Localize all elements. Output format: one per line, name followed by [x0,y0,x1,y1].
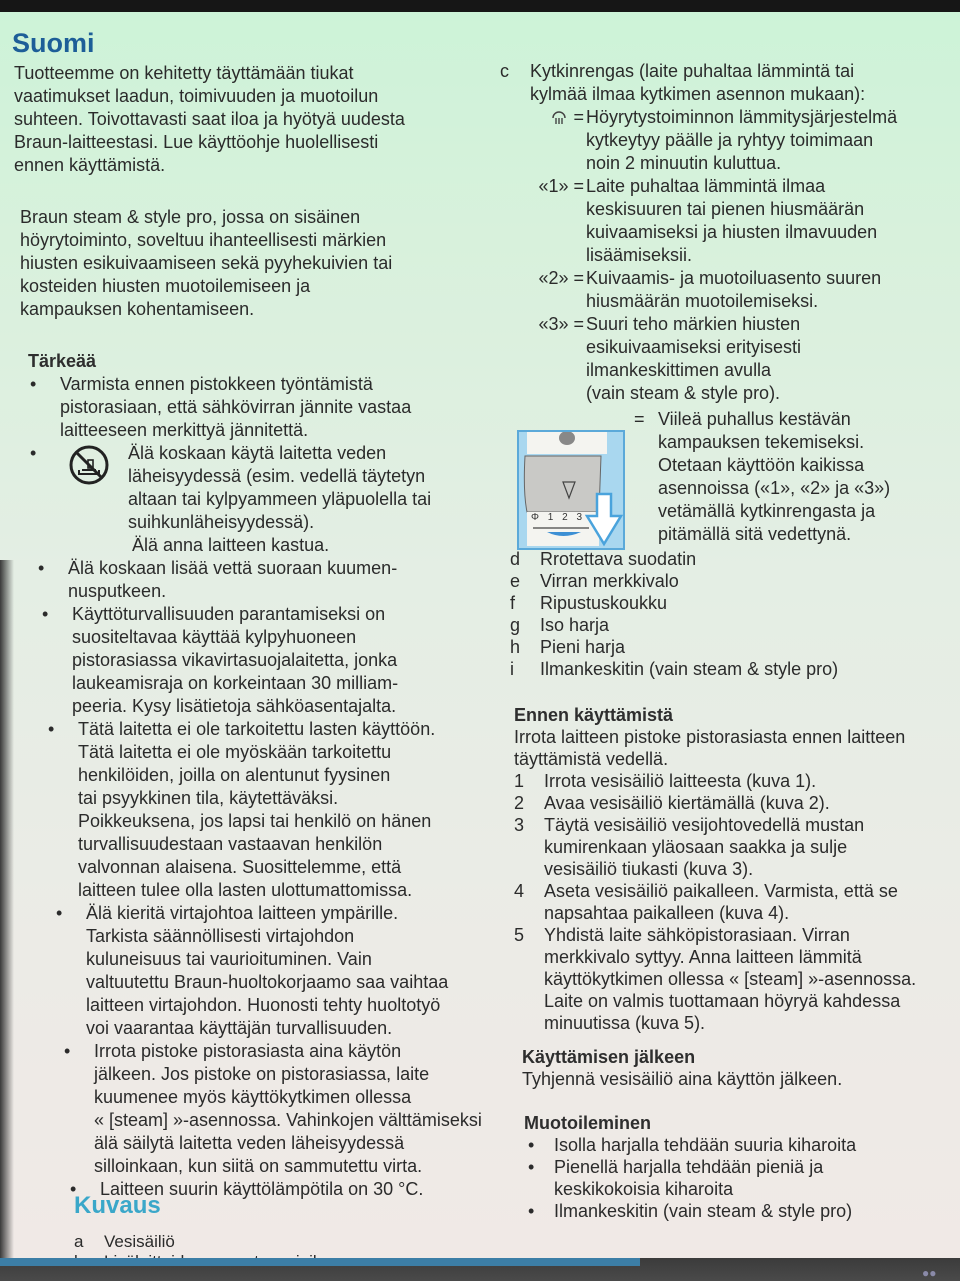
bullet: • [56,903,63,923]
step-line: Laite on valmis tuottamaan höyryä kahdessa [544,991,901,1011]
item-label: h [510,637,521,657]
cool-shot-line: asennoissa («1», «2» ja «3») [658,478,891,498]
list-item [16,373,496,442]
step-item [514,770,954,792]
step-number: 3 [514,815,525,835]
item-line: peeria. Kysy lisätietoja sähköasentajalta. [72,696,397,716]
important-list [16,373,496,1201]
definition-key: «1» = [538,176,584,196]
intro-line: Braun-laitteestasi. Lue käyttöohje huolellisesti [14,132,379,152]
item-line: Älä anna laitteen kastua. [132,535,330,555]
item-line: henkilöiden, joilla on alentunut fyysinen [78,765,391,785]
definition-line: kuivaamiseksi ja hiusten ilmavuuden [586,222,878,242]
list-item [510,548,950,570]
item-line: Käyttöturvallisuuden parantamiseksi on [72,604,386,624]
list-item [16,442,496,557]
bullet: • [528,1135,535,1155]
list-item [510,636,950,658]
item-line: Poikkeuksena, jos lapsi tai henkilö on hänen [78,811,432,831]
item-text: Ilmankeskitin (vain steam & style pro) [540,659,839,679]
item-line: pistorasiassa vikavirtasuojalaitetta, jonka [72,650,398,670]
item-line: laukeamisraja on korkeintaan 30 milliam- [72,673,399,693]
intro-line: Tuotteemme on kehitetty täyttämään tiukat [14,63,354,83]
position-label: 2 [562,512,571,523]
styling-heading: Muotoileminen [524,1113,651,1133]
item-line: Laitteen suurin käyttölämpötila on 30 °C. [100,1179,424,1199]
step-item [514,814,954,880]
item-text: Ripustuskoukku [540,593,668,613]
no-water-icon [68,444,110,486]
item-line: laitteen tulee olla lasten ulottumattomissa. [78,880,413,900]
intro-line: vaatimukset laadun, toimivuuden ja muotoilun [14,86,379,106]
item-line: valtuutettu Braun-huoltokorjaamo saa vaihtaa [86,972,449,992]
important-section [16,350,496,1201]
item-label: g [510,615,521,635]
item-line: Irrota pistoke pistorasiasta aina käytön [94,1041,402,1061]
desc-line: kosteiden hiusten muotoilemiseen ja [20,276,311,296]
item-text: Iso harja [540,615,610,635]
list-item [16,557,496,603]
list-item [524,1134,954,1156]
item-line: kuluneisuus tai vaurioituminen. Vain [86,949,372,969]
item-line: pistorasiaan, että sähkövirran jännite vastaa [60,397,412,417]
item-line: keskikokoisia kiharoita [554,1179,734,1199]
switch-position-labels [531,512,585,523]
list-item [510,614,950,636]
steam-icon [550,108,568,124]
item-line: Isolla harjalla tehdään suuria kiharoita [554,1135,857,1155]
item-line: läheisyydessä (esim. vedellä täytetyn [128,466,426,486]
list-item [16,902,496,1040]
before-use-section [514,704,954,1034]
equals-sign: = [634,409,645,429]
list-item [510,592,950,614]
item-text: Virran merkkivalo [540,571,679,591]
list-item [16,718,496,902]
definition-line: Suuri teho märkien hiusten [586,314,801,334]
bullet: • [528,1201,535,1221]
item-line: suositeltavaa käyttää kylpyhuoneen [72,627,357,647]
item-label: c [500,61,509,81]
item-line: silloinkaan, kun siitä on sammutettu virta. [94,1156,423,1176]
item-label: e [510,571,521,591]
bullet: • [30,374,37,394]
bullet: • [48,719,55,739]
after-use-text: Tyhjennä vesisäiliö aina käyttön jälkeen. [522,1069,843,1089]
step-line: kumirenkaan yläosaan saakka ja sulje [544,837,848,857]
bullet: • [38,558,45,578]
item-text: Pieni harja [540,637,626,657]
after-use-section [522,1046,952,1090]
definition-line: Höyrytystoiminnon lämmitysjärjestelmä [586,107,898,127]
step-number: 1 [514,771,525,791]
position-label: 3 [576,512,586,523]
taskbar-strip [0,1258,640,1266]
intro-line: suhteen. Toivottavasti saat iloa ja hyötyä uudesta [14,109,405,129]
monitor-top-bezel [0,0,960,12]
important-heading: Tärkeää [28,351,97,371]
desc-line: kampauksen kohentamiseen. [20,299,255,319]
taskbar-dots-icon: ●● [922,1266,937,1280]
list-item [16,1040,496,1178]
definition-2 [530,267,950,313]
definition-line: (vain steam & style pro). [586,383,781,403]
cool-shot-line: vetämällä kytkinrengasta ja [658,501,876,521]
step-number: 5 [514,925,525,945]
step-line: Aseta vesisäiliö paikalleen. Varmista, että se [544,881,898,901]
step-line: Irrota vesisäiliö laitteesta (kuva 1). [544,771,817,791]
intro-line: ennen käyttämistä. [14,155,166,175]
definition-line: lisäämiseksii. [586,245,693,265]
step-number: 4 [514,881,525,901]
item-line: nusputkeen. [68,581,167,601]
list-item [524,1200,954,1222]
cool-shot-description [634,408,944,546]
description-heading: Kuvaus [74,1192,161,1219]
item-line: Varmista ennen pistokkeen työntämistä [60,374,373,394]
definition-key: «2» = [538,268,584,288]
item-label: a [74,1232,84,1251]
item-line: turvallisuudestaan vastaavan henkilön [78,834,383,854]
definition-line: kytkeytyy päälle ja ryhtyy toimimaan [586,130,874,150]
bullet: • [42,604,49,624]
step-line: minuutissa (kuva 5). [544,1013,706,1033]
bullet: • [528,1157,535,1177]
bullet: • [30,443,37,463]
desc-line: Braun steam & style pro, jossa on sisäinen [20,207,361,227]
item-line: Tätä laitetta ei ole tarkoitettu lasten käyttöön. [78,719,436,739]
intro-paragraph [14,62,484,177]
item-line: Tarkista säännöllisesti virtajohdon [86,926,355,946]
item-line: Älä kieritä virtajohtoa laitteen ympärille. [86,903,399,923]
cool-shot-illustration [517,430,625,550]
item-label: i [510,659,514,679]
item-line: Älä koskaan käytä laitetta veden [128,443,387,463]
cool-shot-line: kampauksen tekemiseksi. [658,432,865,452]
item-line: suihkunläheisyydessä). [128,512,315,532]
bullet: • [70,1179,77,1199]
definition-line: ilmankeskittimen avulla [586,360,772,380]
item-line: Tätä laitetta ei ole myöskään tarkoitettu [78,742,392,762]
step-line: vesisäiliö tiukasti (kuva 3). [544,859,754,879]
switch-ring-section [500,60,950,405]
item-text: Rrotettava suodatin [540,549,697,569]
item-line: « [steam] »-asennossa. Vahinkojen välttämiseksi [94,1110,482,1130]
step-line: Yhdistä laite sähköpistorasiaan. Virran [544,925,850,945]
styling-section [524,1112,954,1222]
definition-line: esikuivaamiseksi erityisesti [586,337,802,357]
product-description [20,206,480,321]
list-item [510,570,950,592]
page-title: Suomi [12,28,95,58]
definition-line: Laite puhaltaa lämmintä ilmaa [586,176,826,196]
page-edge-shadow [0,560,14,1280]
step-line: Täytä vesisäiliö vesijohtovedellä mustan [544,815,865,835]
before-use-intro-line: täyttämistä vedellä. [514,749,669,769]
before-use-intro-line: Irrota laitteen pistoke pistorasiasta ennen laitteen [514,727,906,747]
cool-shot-line: Viileä puhallus kestävän [658,409,851,429]
bullet: • [64,1041,71,1061]
item-line: jälkeen. Jos pistoke on pistorasiassa, laite [94,1064,430,1084]
item-text: Vesisäiliö [104,1232,175,1251]
definition-line: keskisuuren tai pienen hiusmäärän [586,199,865,219]
before-use-steps [514,770,954,1034]
definition-line: noin 2 minuutin kuluttua. [586,153,782,173]
item-line: tai psyykkinen tila, käytettäväksi. [78,788,339,808]
item-line: Älä koskaan lisää vettä suoraan kuumen- [68,558,398,578]
desc-line: hiusten esikuivaamiseen sekä pyyhekuivien tai [20,253,393,273]
manual-page [0,12,960,1264]
desc-line: höyrytoiminto, soveltuu ihanteellisesti märkien [20,230,387,250]
list-item [524,1156,954,1200]
after-use-heading: Käyttämisen jälkeen [522,1047,696,1067]
off-icon: Φ [531,512,542,523]
step-item [514,792,954,814]
item-line: älä säilytä laitetta veden läheisyydessä [94,1133,405,1153]
item-line: altaan tai kylpyammeen yläpuolella tai [128,489,432,509]
list-item [510,658,950,680]
list-item [74,1232,494,1252]
switch-ring-item [500,60,950,106]
before-use-heading: Ennen käyttämistä [514,705,674,725]
definition-steam [530,106,950,175]
definition-line: Kuivaamis- ja muotoiluasento suuren [586,268,882,288]
step-line: käyttökytkimen ollessa « [steam] »-asennossa. [544,969,917,989]
definition-3 [530,313,950,405]
item-line: kuumenee myös käyttökytkimen ollessa [94,1087,412,1107]
item-line: valvonnan alaisena. Suosittelemme, että [78,857,402,877]
definition-key: «3» = [538,314,584,334]
item-label: d [510,549,521,569]
step-item [514,880,954,924]
step-line: napsahtaa paikalleen (kuva 4). [544,903,790,923]
item-line: Kytkinrengas (laite puhaltaa lämmintä tai [530,61,855,81]
item-line: Ilmankeskitin (vain steam & style pro) [554,1201,853,1221]
step-line: Avaa vesisäiliö kiertämällä (kuva 2). [544,793,830,813]
definition-1 [530,175,950,267]
cool-shot-line: pitämällä sitä vedettynä. [658,524,852,544]
list-item [16,603,496,718]
step-item [514,924,954,1034]
item-line: laitteen virtajohdon. Huonosti tehty huoltotyö [86,995,441,1015]
step-line: merkkivalo syttyy. Anna laitteen lämmitä [544,947,862,967]
item-label: f [510,593,516,613]
definition-line: hiusmäärän muotoilemiseksi. [586,291,819,311]
switch-definitions [500,106,950,405]
item-line: Pienellä harjalla tehdään pieniä ja [554,1157,824,1177]
monitor-bottom-bezel [0,1258,960,1281]
step-number: 2 [514,793,525,813]
cool-shot-line: Otetaan käyttöön kaikissa [658,455,865,475]
item-line: voi vaarantaa käyttäjän turvallisuuden. [86,1018,393,1038]
definition-key: = [530,106,584,129]
item-line: kylmää ilmaa kytkimen asennon mukaan): [530,84,866,104]
styling-list [524,1134,954,1222]
position-label: 1 [547,512,557,523]
parts-list [510,548,950,680]
item-line: laitteeseen merkittyä jännitettä. [60,420,309,440]
